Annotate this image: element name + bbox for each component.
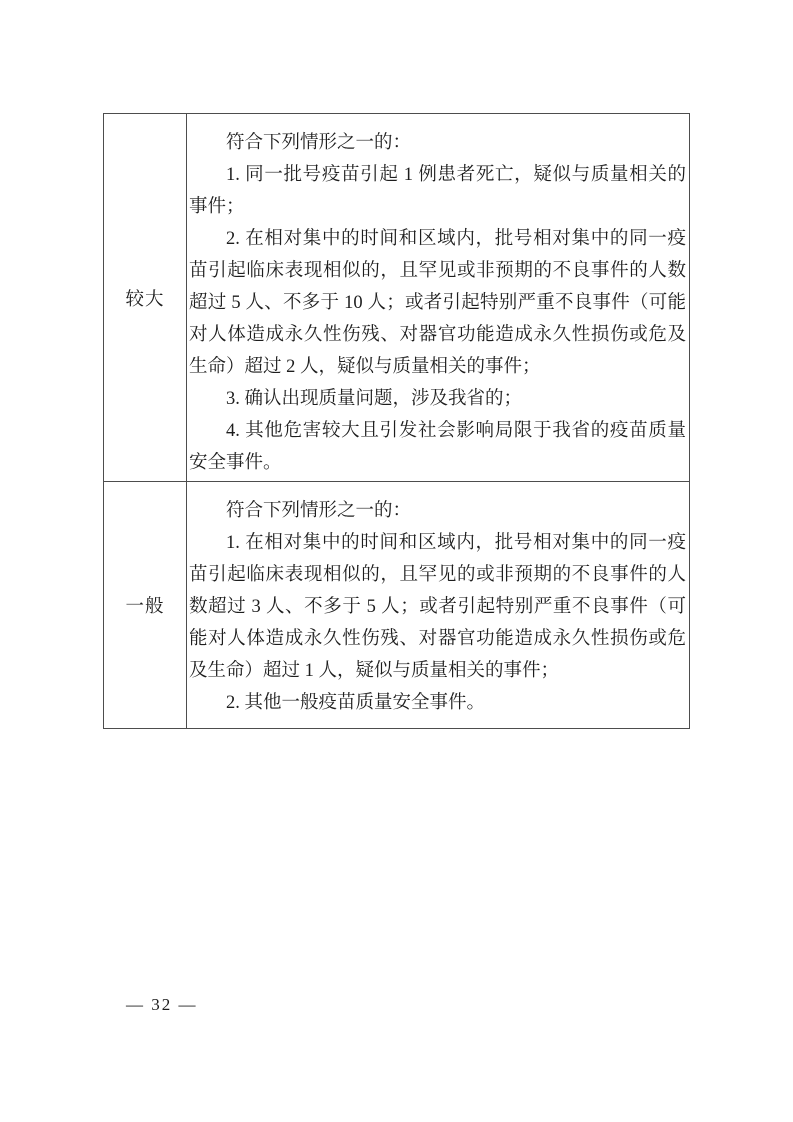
criteria-item-major-4: 4. 其他危害较大且引发社会影响局限于我省的疫苗质量安全事件。	[189, 421, 686, 473]
criteria-cell-major	[187, 114, 689, 482]
page-number: — 32 —	[126, 995, 198, 1014]
level-label-major: 较大	[125, 289, 165, 310]
criteria-intro-general: 符合下列情形之一的：	[226, 501, 412, 521]
criteria-item-general-1: 1. 在相对集中的时间和区域内，批号相对集中的同一疫苗引起临床表现相似的，且罕见的或非预期的不良事件的人数超过 3 人、不多于 5 人；或者引起特别严重不良事件（可能对人体造成永久性伤残、对器官功能造成永久性损伤或危及生命）超过 1 人，疑似与质量相关的事件；	[189, 533, 686, 681]
incident-grading-table	[103, 113, 690, 729]
criteria-intro-major: 符合下列情形之一的：	[226, 133, 412, 153]
level-label-general: 一般	[125, 597, 165, 617]
level-label-cell-general	[104, 482, 187, 728]
criteria-item-major-1: 1. 同一批号疫苗引起 1 例患者死亡，疑似与质量相关的事件；	[189, 165, 686, 217]
criteria-cell-general	[187, 482, 689, 728]
level-label-cell-major	[104, 114, 187, 482]
criteria-item-major-2: 2. 在相对集中的时间和区域内，批号相对集中的同一疫苗引起临床表现相似的，且罕见或非预期的不良事件的人数超过 5 人、不多于 10 人；或者引起特别严重不良事件（可能对人体造成永久性伤残、对器官功能造成永久性损伤或危及生命）超过 2 人，疑似与质量相关的事件；	[189, 229, 686, 377]
criteria-item-general-2: 2. 其他一般疫苗质量安全事件。	[226, 693, 486, 713]
criteria-item-major-3: 3. 确认出现质量问题，涉及我省的；	[226, 389, 523, 409]
